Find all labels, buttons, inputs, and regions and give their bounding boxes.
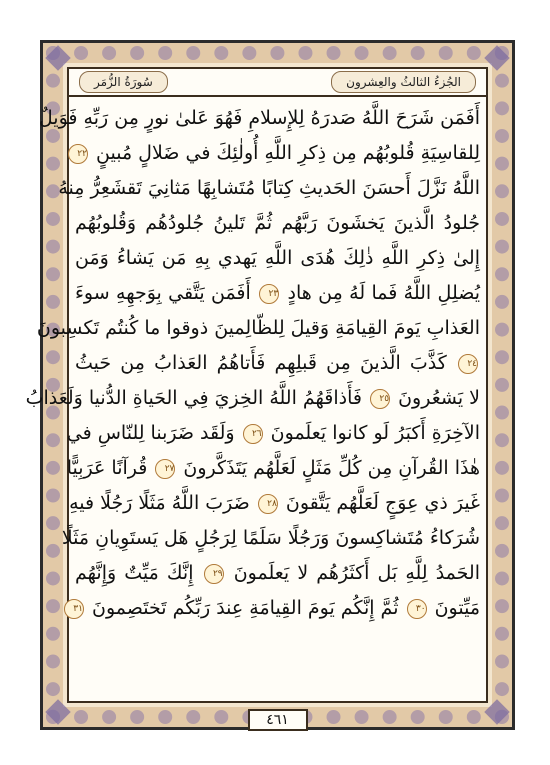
page-header (69, 69, 486, 97)
verse-line (75, 346, 480, 381)
text-panel (25, 67, 488, 703)
ayah-number-marker: ٣١ (64, 599, 84, 619)
ayah-number-marker: ٢٤ (458, 354, 478, 374)
verse-text: الحَمدُ لِلَّهِ بَل أَكثَرُهُم لا يَعلَمونَ (233, 562, 480, 584)
verse-text: لِلقاسِيَةِ قُلوبُهُم مِن ذِكرِ اللَّهِ أُولٰئِكَ في ضَلالٍ مُبينٍ (96, 142, 480, 164)
verse-text: كَذَّبَ الَّذينَ مِن قَبلِهِم فَأَتاهُمُ العَذابُ مِن حَيثُ (75, 352, 447, 374)
verse-text: جُلودُ الَّذينَ يَخشَونَ رَبَّهُم ثُمَّ تَلينُ جُلودُهُم وَقُلوبُهُم (75, 212, 480, 234)
verse-text: لا يَشعُرونَ (398, 387, 480, 409)
verse-text: إِلىٰ ذِكرِ اللَّهِ ذٰلِكَ هُدَى اللَّهِ يَهدي بِهِ مَن يَشاءُ وَمَن (75, 247, 480, 269)
ayah-number-marker: ٢٥ (370, 389, 390, 409)
verse-text: العَذابِ يَومَ القِيامَةِ وَقيلَ لِلظّالِمينَ ذوقوا ما كُنتُم تَكسِبونَ (36, 317, 480, 339)
verse-text: أَفَمَن شَرَحَ اللَّهُ صَدرَهُ لِلإِسلامِ فَهُوَ عَلىٰ نورٍ مِن رَبِّهِ فَوَيلٌ (38, 107, 480, 129)
verse-line (75, 136, 480, 171)
ayah-number-marker: ٢٣ (259, 284, 279, 304)
verse-text: ثُمَّ إِنَّكُم يَومَ القِيامَةِ عِندَ رَبِّكُم تَختَصِمونَ (92, 597, 399, 619)
verse-line (75, 591, 480, 626)
verse-text: قُرآنًا عَرَبِيًّا (66, 457, 148, 479)
verse-line (75, 206, 480, 241)
verse-text: الآخِرَةِ أَكبَرُ لَو كانوا يَعلَمونَ (270, 422, 480, 444)
verse-text: شُرَكاءُ مُتَشاكِسونَ وَرَجُلًا سَلَمًا لِرَجُلٍ هَل يَستَوِيانِ مَثَلًا (61, 527, 480, 549)
ayah-number-marker: ٢٨ (258, 494, 278, 514)
ayah-number-marker: ٢٢ (68, 144, 88, 164)
ayah-number-marker: ٢٦ (243, 424, 263, 444)
verse-line (36, 311, 480, 346)
verse-text: مَيِّتونَ (434, 597, 480, 619)
verse-text: اللَّهُ نَزَّلَ أَحسَنَ الحَديثِ كِتابًا مُتَشابِهًا مَثانِيَ تَقشَعِرُّ مِنهُ (58, 177, 480, 199)
ayah-number-marker: ٣٠ (407, 599, 427, 619)
verse-line (75, 241, 480, 276)
verse-line (66, 451, 480, 486)
verse-line (38, 101, 480, 136)
page-number-box (248, 709, 308, 731)
verse-line (75, 556, 480, 591)
verse-text: إِنَّكَ مَيِّتٌ وَإِنَّهُم (75, 562, 194, 584)
quran-text (25, 101, 480, 697)
verse-text: ضَرَبَ اللَّهُ مَثَلًا رَجُلًا فيهِ (69, 492, 250, 514)
verse-text: هٰذَا القُرآنِ مِن كُلِّ مَثَلٍ لَعَلَّهُم يَتَذَكَّرونَ (183, 457, 480, 479)
verse-line (66, 416, 480, 451)
verse-text: يُضلِلِ اللَّهُ فَما لَهُ مِن هادٍ (287, 282, 480, 304)
verse-line (25, 381, 480, 416)
verse-text: وَلَقَد ضَرَبنا لِلنّاسِ في (66, 422, 235, 444)
ayah-number-marker: ٢٩ (204, 564, 224, 584)
verse-line (75, 276, 480, 311)
verse-line (69, 486, 480, 521)
mushaf-page-frame (25, 40, 515, 730)
ayah-number-marker: ٢٧ (155, 459, 175, 479)
juz-label: الجُزءُ الثالثُ والعِشرون (331, 71, 476, 93)
page-number: ٤٦١ (266, 712, 289, 728)
verse-text: أَفَمَن يَتَّقي بِوَجهِهِ سوءَ (75, 282, 251, 304)
surah-label: سُورَةُ الزُّمَر (79, 71, 168, 93)
verse-text: فَأَذاقَهُمُ اللَّهُ الخِزيَ فِي الحَياةِ الدُّنيا وَلَعَذابُ (25, 387, 362, 409)
verse-text: غَيرَ ذي عِوَجٍ لَعَلَّهُم يَتَّقونَ (285, 492, 480, 514)
verse-line (61, 521, 480, 556)
verse-line (58, 171, 480, 206)
